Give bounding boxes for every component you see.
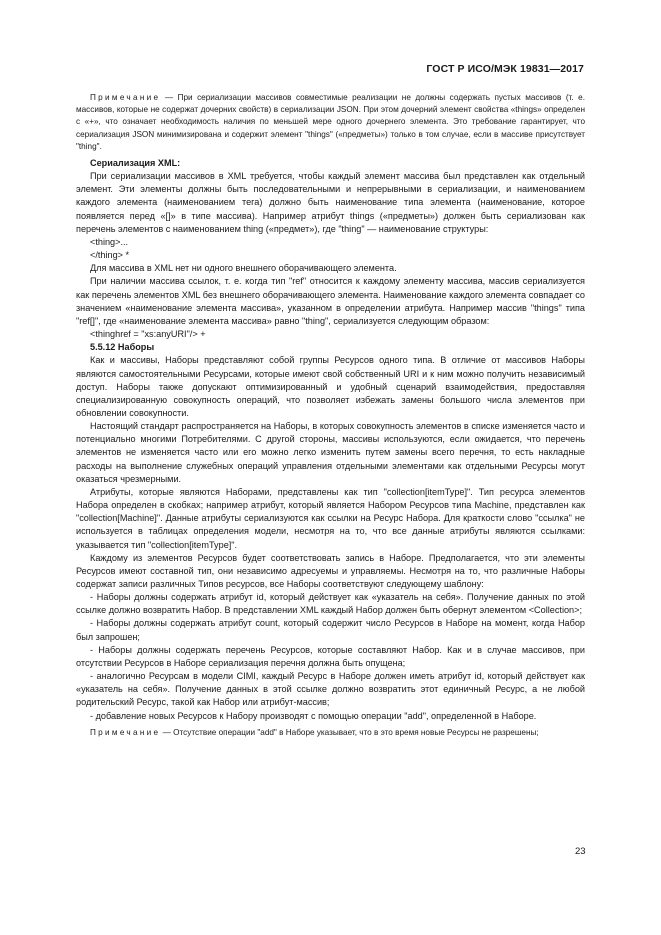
xml-serialization-heading: Сериализация XML:	[90, 158, 181, 169]
note-label: Примечание	[90, 727, 161, 737]
note-text: — При сериализации массивов совместимые реализации не должны содержать пустых массивов (т. е. массивов, которые не содержат дочерних свойств) в сериализации JSON. При этом дочерний элемент свойства «things» определен с «+», что означает необходимость наличия по меньшей мере одного дочернего элемента. Это требование гарантирует, что сериализация JSON минимизирована и содержит элемент "things" («предметы») только в том случае, если в массиве присутствует "thing".	[76, 93, 585, 151]
collections-paragraph-3: Атрибуты, которые являются Наборами, представлены как тип "collection[itemType]". Тип ресурса элементов Набора определен в скобках; например атрибут, который является Набором Ресурсов типа Machine, представлен как "collection[Machine]". Данные атрибуты сериализуются как ссылки на Ресурс Набора. Для краткости слово "ссылка" не используется в таблицах определения модели, несмотря на то, что все данные атрибуты являются ссылками: указывается тип "collection[itemType]".	[76, 486, 585, 550]
collections-paragraph-1: Как и массивы, Наборы представляют собой группы Ресурсов одного типа. В отличие от массивов Наборы являются самостоятельными Ресурсами, которые имеют свой собственный URI и к ним можно получить независимый доступ. Наборы также допускают оптимизированный и удобный сценарий взаимодействия, предоставляя специализированную совокупность операций, что позволяет избежать замены большого числа элементов при обновлении совокупности.	[76, 355, 585, 418]
list-item: - Наборы должны содержать перечень Ресурсов, которые составляют Набор. Как и в случае массивов, при отсутствии Ресурсов в Наборе сериализация перечня должна быть опущена;	[76, 644, 585, 668]
xml-paragraph-2: Для массива в XML нет ни одного внешнего оборачивающего элемента.	[90, 263, 397, 274]
xml-code-line-2: </thing> *	[90, 250, 130, 261]
collections-paragraph-4: Каждому из элементов Ресурсов будет соответствовать запись в Наборе. Предполагается, что эти элементы Ресурсов имеют составной тип, они независимо адресуемы и управляемы. Несмотря на то, что различные Наборы содержат записи различных Типов ресурсов, все Наборы соответствуют следующему шаблону:	[76, 552, 585, 590]
note-text: — Отсутствие операции "add" в Наборе указывает, что в это время новые Ресурсы не разрешены;	[162, 727, 539, 737]
standard-header: ГОСТ Р ИСО/МЭК 19831—2017	[426, 63, 584, 75]
page-number: 23	[575, 846, 586, 857]
xml-code-line-3: <thinghref = "xs:anyURI"/> +	[90, 329, 206, 340]
xml-code-line-1: <thing>...	[90, 236, 129, 247]
list-item: - Наборы должны содержать атрибут id, который действует как «указатель на себя». Получение данных по этой ссылке должно возвратить Набор. В представлении XML каждый Набор должен быть обернут элементом <Collection>;	[76, 592, 585, 616]
list-item: - добавление новых Ресурсов к Набору производят с помощью операции "add", определенной в Наборе.	[90, 710, 537, 721]
xml-paragraph-1: При сериализации массивов в XML требуется, чтобы каждый элемент массива был представлен как отдельный элемент. Эти элементы должны быть последовательными и непрерывными в сериализации, и наименованием каждого элемента (наименованием тега) должно быть наименование типа элемента (наименование, которое появляется перед «[]» в типе массива). Например атрибут things («предметы») должен быть сериализован как перечень элементов с наименованием thing («предмет»), где "thing" — наименование структуры:	[76, 171, 585, 234]
list-item: - Наборы должны содержать атрибут count, который содержит число Ресурсов в Наборе на момент, когда Набор был запрошен;	[76, 618, 585, 642]
xml-paragraph-3: При наличии массива ссылок, т. е. когда тип "ref" относится к каждому элементу массива, массив сериализуется как перечень элементов XML без внешнего оборачивающего элемента. Наименование каждого элемента совпадает со значением «наименование элемента массива», указанном в определении атрибута. Например массив "things" типа "ref[]", где «наименование элемента массива» равно "thing", сериализуется следующим образом:	[76, 276, 585, 326]
note-label: Примечание	[90, 93, 161, 102]
list-item: - аналогично Ресурсам в модели CIMI, каждый Ресурс в Наборе должен иметь атрибут id, который действует как «указатель на себя». Получение данных в этой ссылке должно возвратить этот единичный Ресурс, а не любой родительский Ресурс, такой как Набор или атрибут-массив;	[76, 671, 585, 708]
note-paragraph-2	[76, 727, 585, 739]
note-paragraph-1	[76, 92, 585, 153]
page-body	[76, 92, 585, 739]
section-heading-5-5-12: 5.5.12 Наборы	[90, 342, 155, 353]
collections-paragraph-2: Настоящий стандарт распространяется на Наборы, в которых совокупность элементов в списке изменяется часто и потенциально многими Потребителями. С другой стороны, массивы используются, если ожидается, что перечень элементов не изменяется часто или его можно легко изменить путем замены всего перечня, то есть накладные расходы на выполнение служебных операций управления отдельными элементами как отдельными Ресурсы могут оказаться чрезмерными.	[76, 421, 585, 484]
